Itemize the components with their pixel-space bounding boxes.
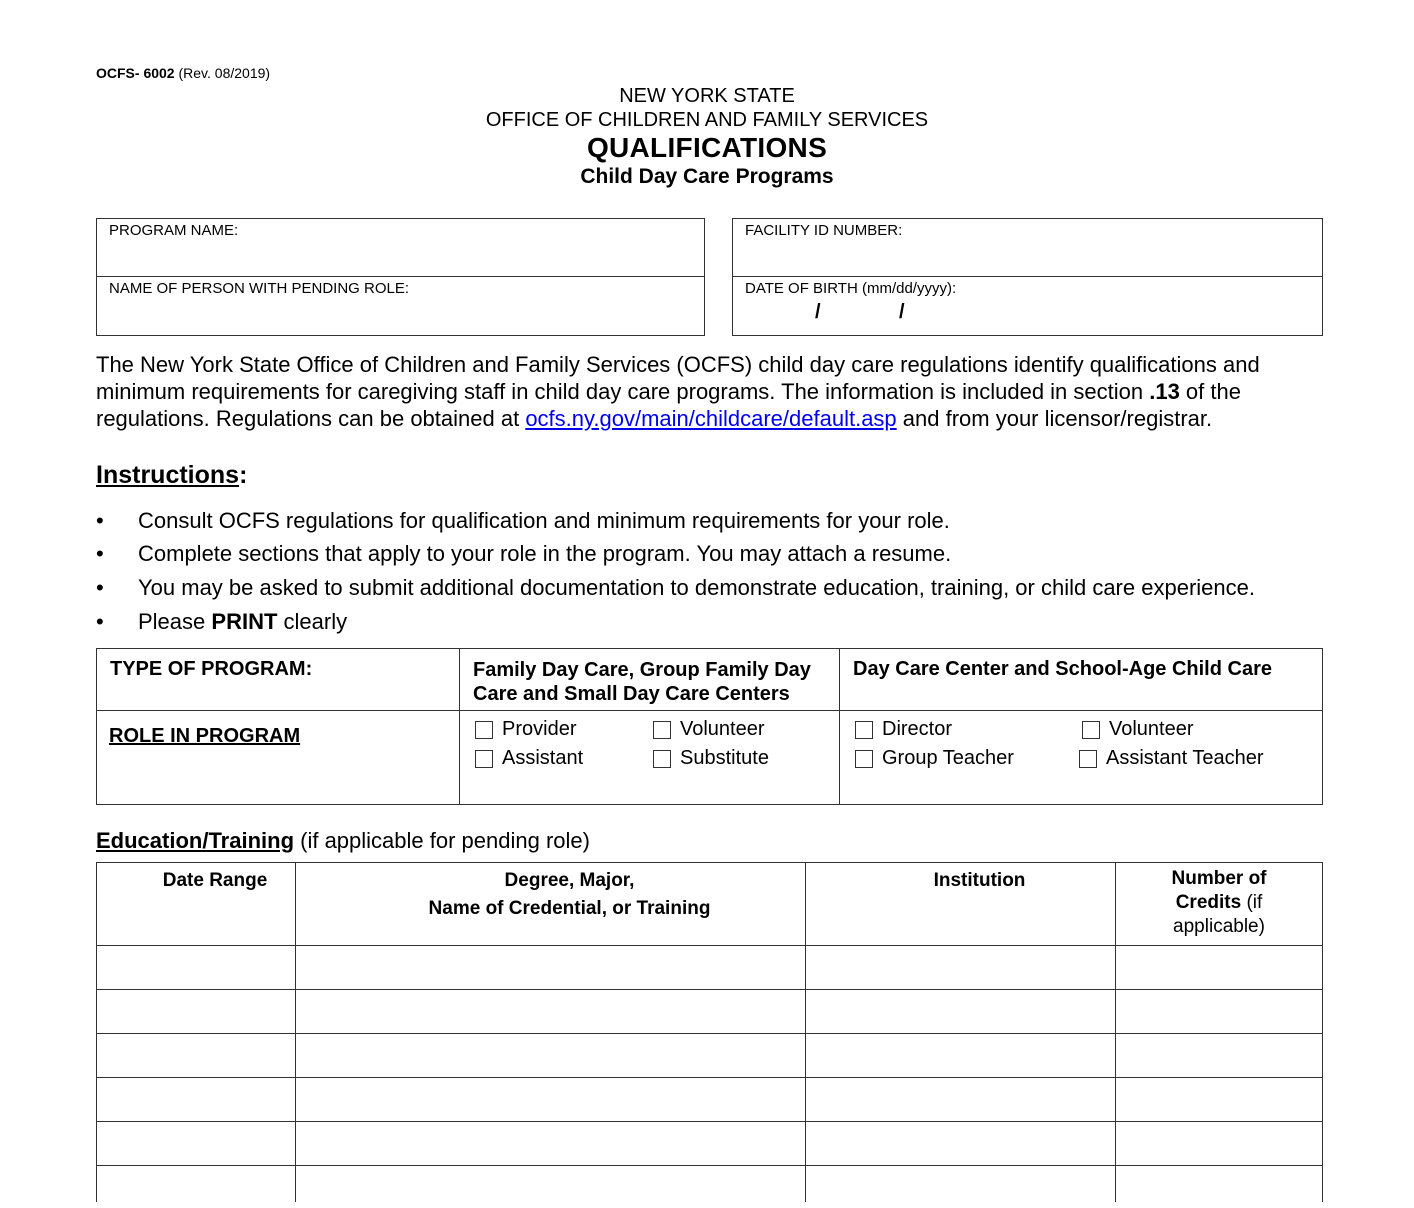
program-name-field[interactable]: [97, 219, 703, 276]
instruction-text-post: clearly: [277, 609, 348, 634]
assistant-teacher-label: Assistant Teacher: [1106, 747, 1264, 769]
center-volunteer-label: Volunteer: [1109, 718, 1194, 740]
degree-header-line1: Degree, Major,: [504, 870, 635, 891]
degree-header-line2: Name of Credential, or Training: [428, 898, 711, 919]
program-name-label: PROGRAM NAME:: [109, 222, 239, 239]
credits-header: [1117, 867, 1321, 939]
education-cell-date-range[interactable]: [97, 1123, 295, 1164]
row-divider: [97, 710, 1322, 711]
facility-info-box: [732, 218, 1323, 336]
education-cell-degree[interactable]: [297, 1035, 805, 1076]
instruction-text: Consult OCFS regulations for qualification and minimum requirements for your role.: [138, 508, 950, 533]
instruction-text-pre: Please: [138, 609, 212, 634]
education-cell-date-range[interactable]: [97, 947, 295, 988]
family-day-care-header: [473, 658, 811, 706]
day-care-center-header: Day Care Center and School-Age Child Care: [853, 658, 1272, 680]
instruction-text: Complete sections that apply to your role in the program. You may attach a resume.: [138, 541, 952, 566]
education-cell-credits[interactable]: [1117, 1035, 1321, 1076]
row-divider: [97, 1165, 1322, 1166]
form-number: [96, 65, 270, 81]
education-cell-institution[interactable]: [807, 1079, 1115, 1120]
row-divider: [97, 1121, 1322, 1122]
credits-header-line2: [1117, 891, 1321, 915]
form-revision: (Rev. 08/2019): [178, 65, 271, 81]
divider: [97, 276, 704, 277]
instructions-heading: [96, 461, 247, 490]
dob-label: DATE OF BIRTH (mm/dd/yyyy):: [745, 280, 957, 297]
volunteer-label: Volunteer: [680, 718, 765, 740]
education-cell-date-range[interactable]: [97, 1079, 295, 1120]
bullet-icon: •: [96, 541, 104, 566]
degree-header: [297, 867, 842, 923]
bullet-icon: •: [96, 609, 104, 634]
education-cell-credits[interactable]: [1117, 947, 1321, 988]
education-title: Education/Training: [96, 828, 295, 853]
row-divider: [97, 945, 1322, 946]
bullet-icon: •: [96, 575, 104, 600]
program-info-box: [96, 218, 705, 336]
assistant-teacher-checkbox[interactable]: [1079, 750, 1097, 768]
dob-field[interactable]: [733, 278, 1321, 334]
dob-separator-1: /: [815, 301, 821, 323]
education-cell-date-range[interactable]: [97, 1035, 295, 1076]
bullet-icon: •: [96, 508, 104, 533]
director-checkbox[interactable]: [855, 721, 873, 739]
education-cell-institution[interactable]: [807, 1035, 1115, 1076]
credits-header-bold: Credits: [1175, 892, 1242, 913]
instructions-colon: :: [239, 461, 248, 489]
program-role-table: [96, 648, 1323, 805]
volunteer-checkbox[interactable]: [653, 721, 671, 739]
education-cell-degree[interactable]: [297, 947, 805, 988]
assistant-label: Assistant: [502, 747, 584, 769]
education-cell-institution[interactable]: [807, 991, 1115, 1032]
instruction-text: [138, 609, 347, 635]
group-teacher-checkbox[interactable]: [855, 750, 873, 768]
intro-text-1: The New York State Office of Children and Family Services (OCFS) child day care regulations identify qualifications and minimum requirements for caregiving staff in child day care programs. The information is included in section: [96, 352, 1260, 404]
regulations-link[interactable]: ocfs.ny.gov/main/childcare/default.asp: [525, 406, 897, 431]
education-cell-degree[interactable]: [297, 1123, 805, 1164]
group-teacher-label: Group Teacher: [882, 747, 1014, 769]
type-of-program-label: TYPE OF PROGRAM:: [110, 658, 313, 680]
column-divider: [839, 649, 840, 804]
credits-header-line1: Number of: [1171, 868, 1267, 889]
page-title: QUALIFICATIONS: [586, 132, 828, 163]
family-day-care-header-line1: Family Day Care, Group Family Day: [473, 659, 811, 681]
facility-id-field[interactable]: [733, 219, 1321, 276]
dob-separator-2: /: [899, 301, 905, 323]
role-in-program-label: ROLE IN PROGRAM: [109, 725, 301, 747]
education-cell-date-range[interactable]: [97, 991, 295, 1032]
education-heading: [96, 828, 590, 854]
education-cell-degree[interactable]: [297, 1167, 805, 1208]
education-cell-credits[interactable]: [1117, 1167, 1321, 1208]
divider: [733, 276, 1322, 277]
assistant-checkbox[interactable]: [475, 750, 493, 768]
office-heading: OFFICE OF CHILDREN AND FAMILY SERVICES: [485, 109, 929, 131]
education-cell-degree[interactable]: [297, 991, 805, 1032]
row-divider: [97, 1033, 1322, 1034]
instructions-title: Instructions: [96, 461, 240, 489]
education-cell-institution[interactable]: [807, 1123, 1115, 1164]
education-cell-degree[interactable]: [297, 1079, 805, 1120]
substitute-checkbox[interactable]: [653, 750, 671, 768]
person-name-field[interactable]: [97, 278, 703, 334]
provider-label: Provider: [502, 718, 577, 740]
credits-header-rest: (if: [1241, 892, 1263, 913]
education-subtitle: (if applicable for pending role): [294, 828, 590, 853]
education-table: [96, 862, 1323, 1202]
person-name-label: NAME OF PERSON WITH PENDING ROLE:: [109, 280, 410, 297]
intro-paragraph: [96, 351, 1336, 432]
date-range-header: Date Range: [162, 870, 268, 891]
intro-text-2: of the regulations. Regulations can be obtained at: [96, 379, 1241, 431]
education-cell-credits[interactable]: [1117, 1123, 1321, 1164]
education-cell-credits[interactable]: [1117, 1079, 1321, 1120]
instruction-text-bold: PRINT: [211, 609, 278, 634]
intro-text-3: and from your licensor/registrar.: [896, 406, 1213, 431]
education-cell-date-range[interactable]: [97, 1167, 295, 1208]
director-label: Director: [882, 718, 953, 740]
provider-checkbox[interactable]: [475, 721, 493, 739]
substitute-label: Substitute: [680, 747, 769, 769]
credits-header-line3: applicable): [1173, 916, 1265, 937]
education-cell-institution[interactable]: [807, 1167, 1115, 1208]
column-divider: [459, 649, 460, 804]
facility-id-label: FACILITY ID NUMBER:: [745, 222, 903, 239]
row-divider: [97, 989, 1322, 990]
education-cell-institution[interactable]: [807, 947, 1115, 988]
instruction-text: You may be asked to submit additional documentation to demonstrate education, training, or child care experience.: [138, 575, 1255, 600]
institution-header: Institution: [933, 870, 1026, 891]
family-day-care-header-line2: Care and Small Day Care Centers: [473, 683, 790, 705]
row-divider: [97, 1077, 1322, 1078]
education-cell-credits[interactable]: [1117, 991, 1321, 1032]
intro-section: .13: [1149, 379, 1180, 404]
page-subtitle: Child Day Care Programs: [580, 165, 834, 188]
form-id: OCFS- 6002: [96, 65, 175, 81]
state-heading: NEW YORK STATE: [619, 85, 795, 107]
center-volunteer-checkbox[interactable]: [1082, 721, 1100, 739]
